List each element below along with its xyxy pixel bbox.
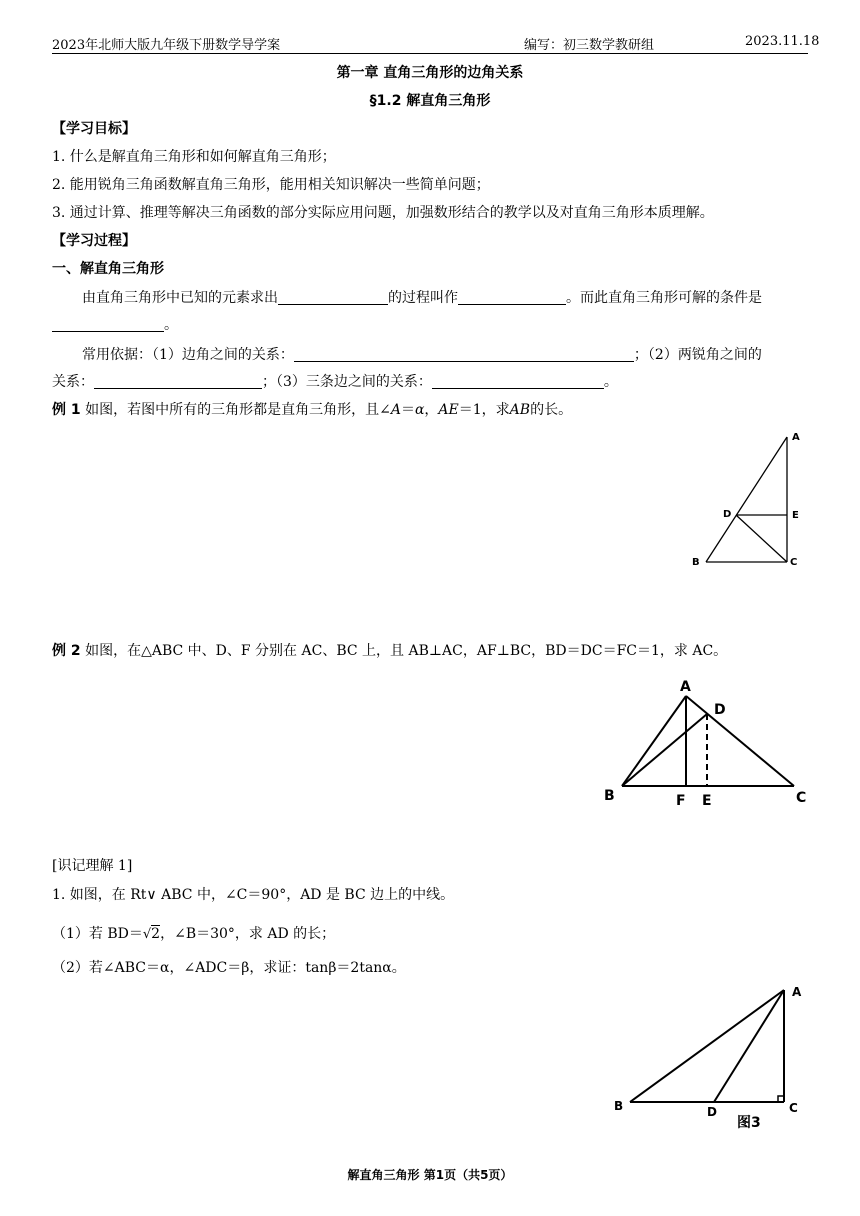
fig2-label-d: D	[714, 702, 726, 718]
process-heading: 【学习过程】	[52, 233, 136, 249]
fig2-label-f: F	[676, 793, 686, 809]
para1-line1: 由直角三角形中已知的元素求出 的过程叫作 。而此直角三角形可解的条件是	[82, 290, 762, 306]
answer-blank-4[interactable]	[294, 347, 634, 362]
answer-blank-2[interactable]	[458, 290, 566, 305]
fig2-label-e: E	[702, 793, 712, 809]
practice-question-1-part2: （2）若∠ABC＝α，∠ADC＝β，求证：tanβ＝2tanα。	[52, 960, 406, 976]
header-rule	[52, 53, 808, 54]
para2-line2: 关系： ；（3）三条边之间的关系： 。	[52, 374, 618, 390]
practice-figure-3	[606, 978, 816, 1133]
answer-blank-1[interactable]	[278, 290, 388, 305]
fig1-label-e: E	[792, 510, 799, 521]
fig3-label-a: A	[792, 985, 802, 999]
fig1-label-b: B	[692, 557, 700, 568]
fig1-label-a: A	[792, 432, 800, 443]
example2-figure	[596, 672, 816, 812]
objective-2: 2. 能用锐角三角函数解直角三角形，能用相关知识解决一些简单问题；	[52, 177, 490, 193]
answer-blank-3[interactable]	[52, 317, 164, 332]
answer-blank-6[interactable]	[432, 374, 604, 389]
page-footer: 解直角三角形 第1页（共5页）	[347, 1168, 513, 1182]
section-title: §1.2 解直角三角形	[369, 93, 491, 109]
para2-line1: 常用依据：（1）边角之间的关系： ；（2）两锐角之间的	[82, 347, 762, 363]
objectives-heading: 【学习目标】	[52, 121, 136, 137]
fig1-label-d: D	[723, 509, 732, 520]
practice-heading: [识记理解 1]	[52, 858, 133, 874]
fig3-caption: 图3	[737, 1115, 761, 1131]
fig3-label-c: C	[789, 1101, 798, 1115]
objective-1: 1. 什么是解直角三角形和如何解直角三角形；	[52, 149, 336, 165]
para1-line2: 。	[52, 314, 178, 334]
sqrt-symbol: √	[142, 927, 152, 942]
fig3-label-d: D	[707, 1105, 717, 1119]
fig1-label-c: C	[790, 557, 798, 568]
fig2-label-b: B	[604, 788, 615, 804]
part1-title: 一、解直角三角形	[52, 261, 164, 277]
fig3-label-b: B	[614, 1099, 624, 1113]
fig2-label-c: C	[796, 790, 807, 806]
chapter-title: 第一章 直角三角形的边角关系	[336, 65, 524, 81]
practice-question-1: 1. 如图，在 Rt∨ ABC 中，∠C＝90°，AD 是 BC 边上的中线。	[52, 887, 455, 903]
example1-figure	[680, 425, 810, 575]
header-date: 2023.11.18	[745, 34, 820, 49]
example2-text: 例 2 如图，在△ABC 中、D、F 分别在 AC、BC 上，且 AB⊥AC，AF⊥BC，BD＝DC＝FC＝1，求 AC。	[52, 643, 728, 659]
objective-3: 3. 通过计算、推理等解决三角函数的部分实际应用问题，加强数形结合的教学以及对直角三角形本质理解。	[52, 205, 714, 221]
fig2-label-a: A	[680, 679, 691, 695]
answer-blank-5[interactable]	[94, 374, 262, 389]
header-left: 2023年北师大版九年级下册数学导学案	[52, 38, 281, 53]
example1-text: 例 1 如图，若图中所有的三角形都是直角三角形，且∠A＝α，AE＝1，求AB的长。	[52, 402, 573, 418]
header-middle: 编写：初三数学教研组	[524, 38, 655, 53]
practice-question-1-part1: （1）若 BD＝√2，∠B＝30°，求 AD 的长；	[52, 926, 336, 942]
